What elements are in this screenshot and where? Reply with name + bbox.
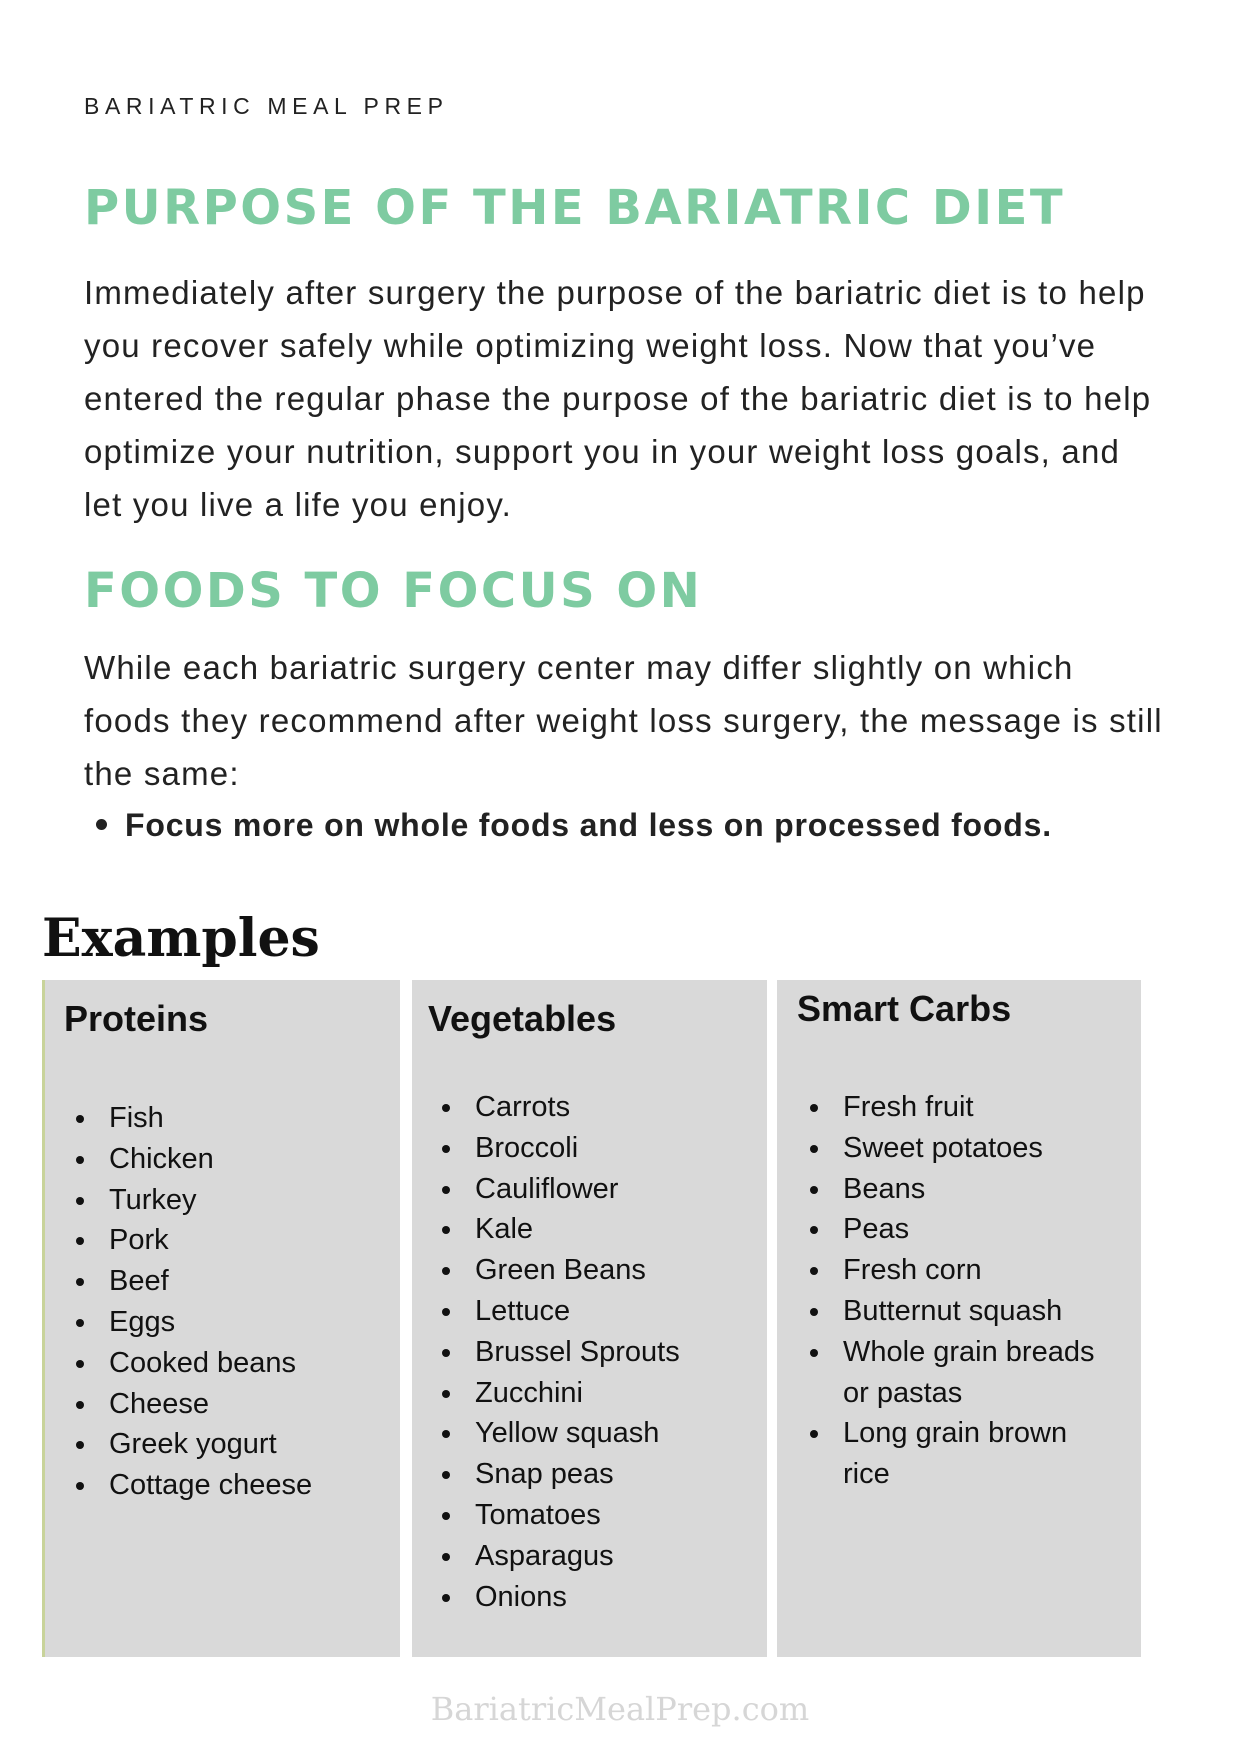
- list-item: Kale: [439, 1209, 680, 1250]
- purpose-paragraph: Immediately after surgery the purpose of the bariatric diet is to help you recover safely while optimizing weight loss. Now that you’ve entered the regular phase the purpose of the bariatric diet is to help optimize your nutrition, support you in your weight loss goals, and let you live a life you enjoy.: [84, 274, 1152, 523]
- list-item: Peas: [807, 1209, 1117, 1250]
- examples-title: Examples: [42, 908, 320, 969]
- list-item: Fish: [73, 1098, 312, 1139]
- smart-carbs-panel: [777, 980, 1141, 1657]
- footer-watermark: BariatricMealPrep.com: [430, 1690, 810, 1728]
- list-item: Turkey: [73, 1180, 312, 1221]
- smart-carbs-list: [807, 1087, 1117, 1495]
- list-item: Carrots: [439, 1087, 680, 1128]
- foods-paragraph: While each bariatric surgery center may differ slightly on which foods they recommend after weight loss surgery, the message is still the same:: [84, 649, 1163, 792]
- list-item: Asparagus: [439, 1536, 680, 1577]
- list-item: Tomatoes: [439, 1495, 680, 1536]
- list-item: Butternut squash: [807, 1291, 1117, 1332]
- list-item: Beef: [73, 1261, 312, 1302]
- list-item: Sweet potatoes: [807, 1128, 1117, 1169]
- key-message-bullet: [96, 801, 1052, 849]
- list-item: Long grain brown rice: [807, 1413, 1117, 1495]
- vegetables-title: Vegetables: [428, 998, 617, 1039]
- list-item: Fresh corn: [807, 1250, 1117, 1291]
- list-item: Cauliflower: [439, 1169, 680, 1210]
- list-item: Onions: [439, 1577, 680, 1618]
- list-item: Broccoli: [439, 1128, 680, 1169]
- list-item: Beans: [807, 1169, 1117, 1210]
- list-item: Green Beans: [439, 1250, 680, 1291]
- header-kicker: BARIATRIC MEAL PREP: [84, 93, 449, 119]
- smart-carbs-title: Smart Carbs: [797, 988, 1012, 1029]
- section-heading-foods: FOODS TO FOCUS ON: [84, 563, 703, 619]
- list-item: Yellow squash: [439, 1413, 680, 1454]
- list-item: Cooked beans: [73, 1343, 312, 1384]
- list-item: Lettuce: [439, 1291, 680, 1332]
- list-item: Brussel Sprouts: [439, 1332, 680, 1373]
- list-item: Chicken: [73, 1139, 312, 1180]
- key-message-text: Focus more on whole foods and less on processed foods.: [125, 807, 1052, 843]
- proteins-list: [73, 1098, 312, 1506]
- section-heading-purpose: PURPOSE OF THE BARIATRIC DIET: [84, 180, 1066, 236]
- list-item: Zucchini: [439, 1373, 680, 1414]
- proteins-title: Proteins: [64, 998, 209, 1039]
- list-item: Cottage cheese: [73, 1465, 312, 1506]
- list-item: Cheese: [73, 1384, 312, 1425]
- proteins-panel: [42, 980, 400, 1657]
- list-item: Snap peas: [439, 1454, 680, 1495]
- list-item: Eggs: [73, 1302, 312, 1343]
- vegetables-panel: [412, 980, 767, 1657]
- list-item: Whole grain breads or pastas: [807, 1332, 1117, 1414]
- bullet-dot-icon: [96, 819, 107, 830]
- list-item: Greek yogurt: [73, 1424, 312, 1465]
- list-item: Pork: [73, 1220, 312, 1261]
- vegetables-list: [439, 1087, 680, 1617]
- list-item: Fresh fruit: [807, 1087, 1117, 1128]
